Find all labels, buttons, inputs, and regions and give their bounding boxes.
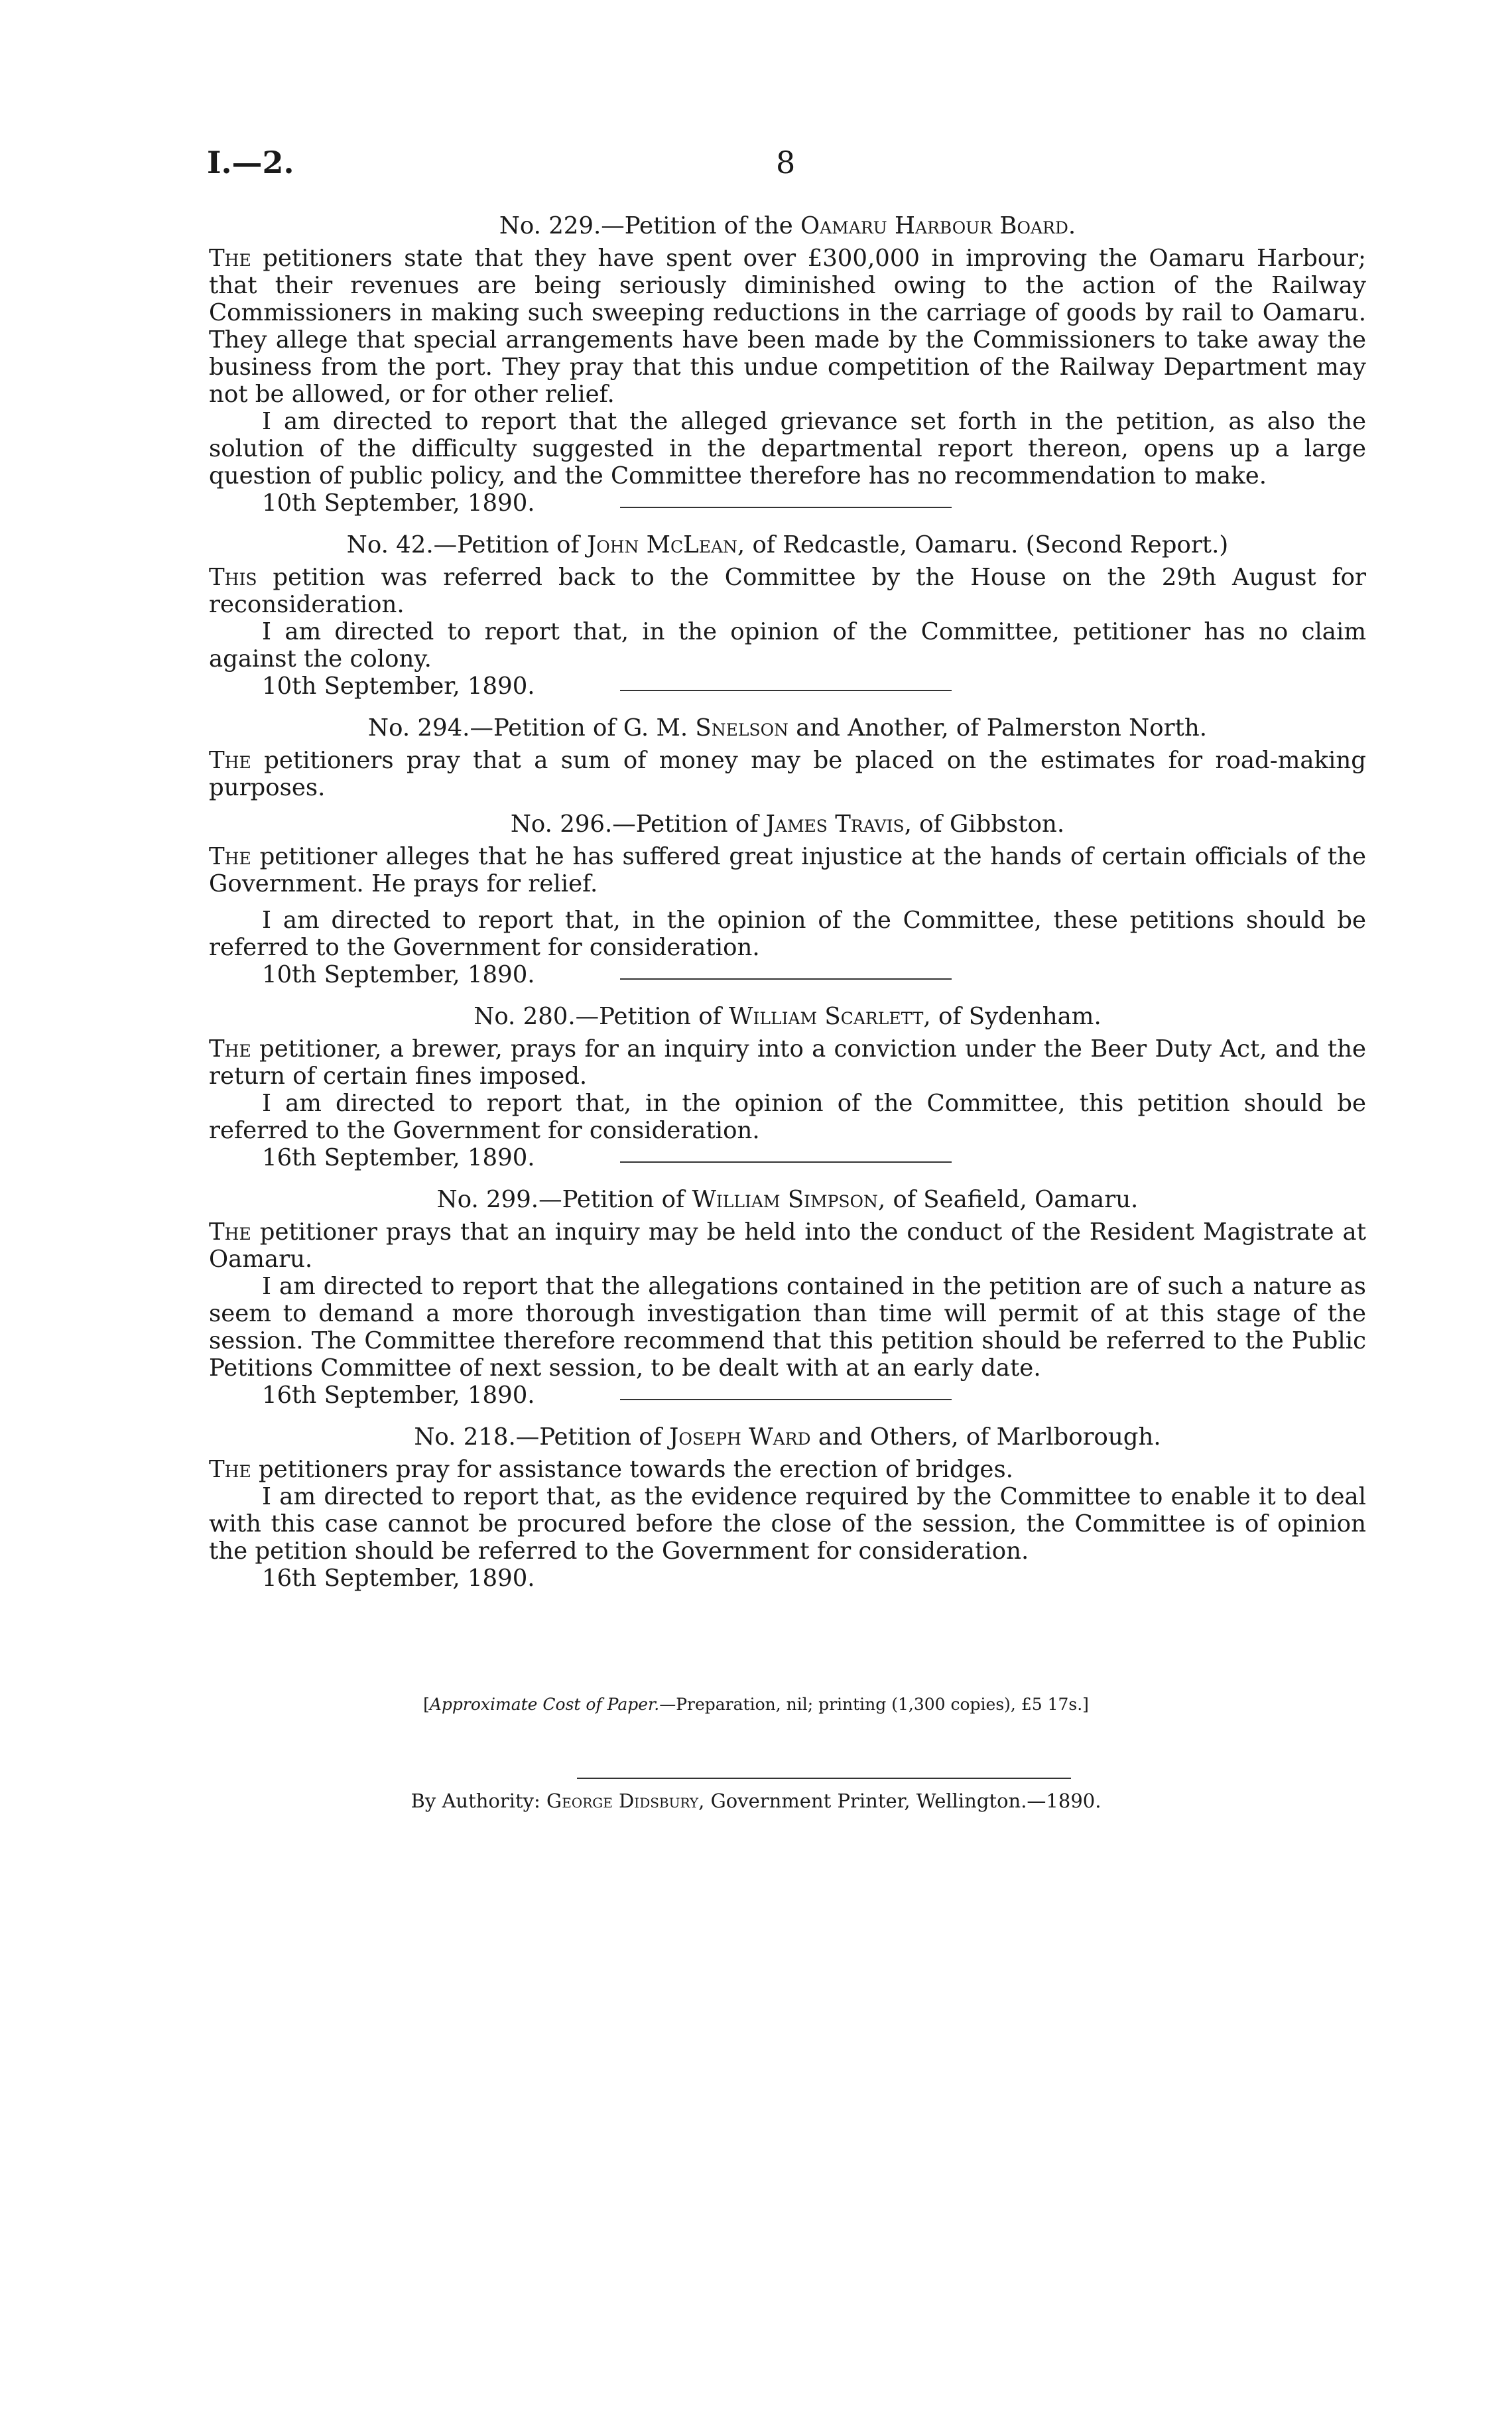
petition-statement: The petitioners state that they have spent over £300,000 in improving the Oamaru Harbour; that their revenues are being seriously diminished owing to the action of the Railway Commissioners in making such sweeping reductions in the carriage of goods by rail to Oamaru. They allege that special arrangements have been made by the Commissioners to take away the business from the port. They pray that this undue competition of the Railway Department may not be allowed, or for other relief. [209, 245, 1366, 408]
petition-statement: The petitioners pray that a sum of money may be placed on the estimates for road-making purposes. [209, 747, 1366, 801]
section-divider [620, 507, 952, 508]
petition-229 [209, 212, 1366, 517]
printer-imprint: By Authority: George Didsbury, Government Printer, Wellington.—1890. [410, 1790, 1102, 1812]
report-date: 10th September, 1890. [262, 961, 535, 988]
petition-title: No. 229.—Petition of the Oamaru Harbour Board. [499, 212, 1076, 239]
report-date: 10th September, 1890. [262, 673, 535, 700]
petition-statement: This petition was referred back to the Committee by the House on the 29th August for reconsideration. [209, 564, 1366, 618]
committee-report: I am directed to report that the alleged grievance set forth in the petition, as also the solution of the difficulty suggested in the departmental report thereon, opens up a large question of public policy, and the Committee therefore has no recommendation to make. [209, 408, 1366, 490]
section-divider [620, 690, 952, 691]
report-date: 16th September, 1890. [262, 1565, 535, 1592]
petitioner-name: John McLean [586, 531, 737, 558]
petition-280 [209, 1003, 1366, 1171]
petitioner-name: Oamaru Harbour Board [800, 212, 1068, 239]
section-divider [620, 978, 952, 980]
petition-title: No. 296.—Petition of James Travis, of Gibbston. [510, 811, 1065, 838]
committee-report: I am directed to report that, as the evidence required by the Committee to enable it to deal with this case cannot be procured before the close of the session, the Committee is of opinion the petition should be referred to the Government for consideration. [209, 1483, 1366, 1565]
cost-of-paper-note: [Approximate Cost of Paper.—Preparation, nil; printing (1,300 copies), £5 17s.] [423, 1695, 1089, 1714]
report-date: 10th September, 1890. [262, 490, 535, 517]
footer-divider [577, 1778, 1071, 1779]
petitions-body [209, 212, 1366, 1606]
petition-title: No. 218.—Petition of Joseph Ward and Others, of Marlborough. [414, 1423, 1161, 1451]
petition-title: No. 294.—Petition of G. M. Snelson and Another, of Palmerston North. [368, 714, 1207, 742]
petition-42 [209, 531, 1366, 700]
petition-title: No. 299.—Petition of William Simpson, of Seafield, Oamaru. [436, 1186, 1139, 1213]
report-date: 16th September, 1890. [262, 1382, 535, 1409]
petitioner-name: William Simpson [692, 1186, 878, 1213]
petition-299 [209, 1186, 1366, 1409]
committee-report: I am directed to report that, in the opinion of the Committee, these petitions should be referred to the Government for consideration. [209, 907, 1366, 961]
petition-294-296 [209, 714, 1366, 988]
committee-report: I am directed to report that, in the opinion of the Committee, this petition should be referred to the Government for consideration. [209, 1090, 1366, 1144]
petition-statement: The petitioners pray for assistance towards the erection of bridges. [209, 1456, 1013, 1483]
petition-statement: The petitioner, a brewer, prays for an inquiry into a conviction under the Beer Duty Act, and the return of certain fines imposed. [209, 1035, 1366, 1090]
petition-statement: The petitioner alleges that he has suffered great injustice at the hands of certain officials of the Government. He prays for relief. [209, 843, 1366, 897]
petition-title: No. 42.—Petition of John McLean, of Redcastle, Oamaru. (Second Report.) [346, 531, 1229, 558]
report-date: 16th September, 1890. [262, 1144, 535, 1171]
committee-report: I am directed to report that, in the opinion of the Committee, petitioner has no claim against the colony. [209, 618, 1366, 673]
petitioner-name: James Travis [765, 811, 905, 838]
petitioner-name: G. M. Snelson [623, 714, 788, 742]
petition-218 [209, 1423, 1366, 1592]
petitioner-name: William Scarlett [729, 1003, 924, 1030]
printer-name: George Didsbury [546, 1790, 699, 1812]
petition-title: No. 280.—Petition of William Scarlett, of Sydenham. [473, 1003, 1102, 1030]
paper-reference: I.—2. [207, 145, 294, 180]
petition-statement: The petitioner prays that an inquiry may be held into the conduct of the Resident Magistrate at Oamaru. [209, 1218, 1366, 1273]
section-divider [620, 1161, 952, 1163]
petitioner-name: Joseph Ward [669, 1423, 811, 1451]
page-number: 8 [776, 145, 796, 180]
committee-report: I am directed to report that the allegations contained in the petition are of such a nature as seem to demand a more thorough investigation than time will permit of at this stage of the session. The Committee therefore recommend that this petition should be referred to the Public Petitions Committee of next session, to be dealt with at an early date. [209, 1273, 1366, 1382]
section-divider [620, 1399, 952, 1400]
